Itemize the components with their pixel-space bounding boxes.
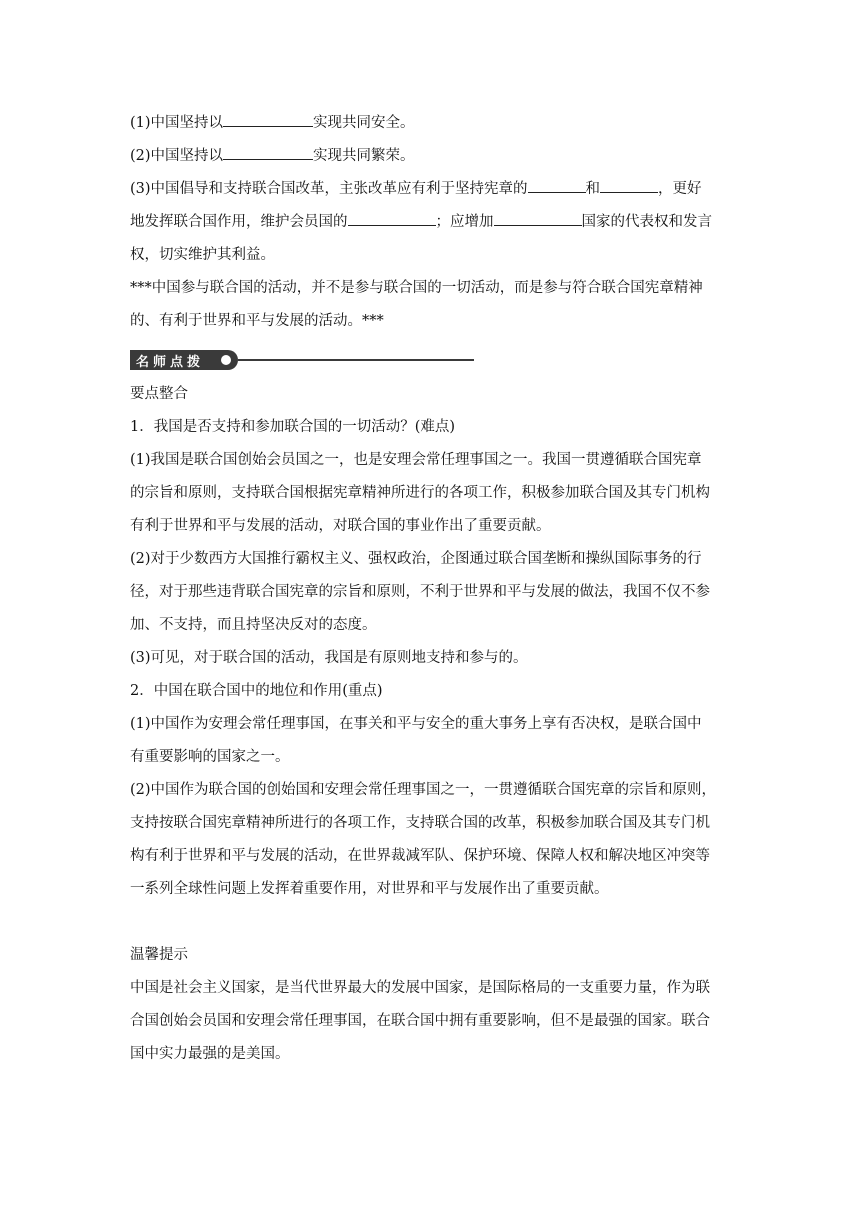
answer-blank bbox=[600, 176, 658, 193]
fill-item-3-text: 国家的代表权和发言 bbox=[581, 214, 712, 230]
badge-label-box bbox=[130, 350, 238, 370]
point-line: 构有利于世界和平与发展的活动，在世界裁减军队、保护环境、保障人权和解决地区冲突等 bbox=[130, 848, 710, 864]
point-line: 支持按联合国宪章精神所进行的各项工作，支持联合国的改革，积极参加联合国及其专门机 bbox=[130, 815, 710, 831]
point-line: 径，对于那些违背联合国宪章的宗旨和原则，不利于世界和平与发展的做法，我国不仅不参 bbox=[130, 584, 710, 600]
tip-line: 合国创始会员国和安理会常任理事国，在联合国中拥有重要影响，但不是最强的国家。联合 bbox=[130, 1013, 710, 1029]
point-line: 一系列全球性问题上发挥着重要作用，对世界和平与发展作出了重要贡献。 bbox=[130, 881, 609, 897]
point-line: (2)对于少数西方大国推行霸权主义、强权政治，企图通过联合国垄断和操纵国际事务的行 bbox=[130, 551, 702, 567]
section-badge bbox=[130, 344, 730, 374]
answer-blank bbox=[494, 209, 582, 226]
fill-item-3-line-3: 权，切实维护其利益。 bbox=[130, 247, 275, 263]
point-line: (1)中国作为安理会常任理事国，在事关和平与安全的重大事务上享有否决权，是联合国中 bbox=[130, 716, 702, 732]
fill-item-3-line-1 bbox=[130, 173, 730, 206]
point-line: (3)可见，对于联合国的活动，我国是有原则地支持和参与的。 bbox=[130, 650, 528, 666]
note-line: 的、有利于世界和平与发展的活动。*** bbox=[130, 313, 384, 329]
fill-item-2-suffix: 实现共同繁荣。 bbox=[313, 148, 415, 164]
fill-item-3-text: (3)中国倡导和支持联合国改革，主张改革应有利于坚持宪章的 bbox=[130, 181, 528, 197]
point-line: 加、不支持，而且持坚决反对的态度。 bbox=[130, 617, 377, 633]
fill-item-3-text: ，更好 bbox=[658, 181, 702, 197]
spacer bbox=[130, 906, 730, 939]
answer-blank bbox=[348, 209, 436, 226]
fill-item-3-text: 地发挥联合国作用，维护会员国的 bbox=[130, 214, 348, 230]
tip-line: 中国是社会主义国家，是当代世界最大的发展中国家，是国际格局的一支重要力量，作为联 bbox=[130, 980, 710, 996]
point-line: 有重要影响的国家之一。 bbox=[130, 749, 290, 765]
fill-item-1-prefix: (1)中国坚持以 bbox=[130, 115, 224, 131]
fill-item-2 bbox=[130, 140, 730, 173]
section-title: 要点整合 bbox=[130, 386, 188, 402]
bullet-dot-icon bbox=[221, 355, 231, 365]
point-line: (2)中国作为联合国的创始国和安理会常任理事国之一，一贯遵循联合国宪章的宗旨和原则， bbox=[130, 782, 717, 798]
tip-line: 国中实力最强的是美国。 bbox=[130, 1046, 290, 1062]
fill-item-3-text: ；应增加 bbox=[435, 214, 494, 230]
fill-item-1 bbox=[130, 107, 730, 140]
fill-item-3-line-2 bbox=[130, 206, 730, 239]
answer-blank bbox=[528, 176, 586, 193]
answer-blank bbox=[223, 143, 313, 160]
point-line: 1．我国是否支持和参加联合国的一切活动？(难点) bbox=[130, 419, 456, 435]
fill-item-3-text: 和 bbox=[585, 181, 601, 197]
document-page bbox=[130, 107, 730, 1071]
point-line: 的宗旨和原则，支持联合国根据宪章精神所进行的各项工作，积极参加联合国及其专门机构 bbox=[130, 485, 710, 501]
badge-label: 名师点拨 bbox=[136, 354, 205, 370]
tip-title: 温馨提示 bbox=[130, 947, 188, 963]
fill-item-1-suffix: 实现共同安全。 bbox=[313, 115, 415, 131]
point-line: 有利于世界和平与发展的活动，对联合国的事业作出了重要贡献。 bbox=[130, 518, 551, 534]
point-line: (1)我国是联合国创始会员国之一，也是安理会常任理事国之一。我国一贯遵循联合国宪章 bbox=[130, 452, 702, 468]
divider bbox=[238, 359, 474, 361]
point-line: 2．中国在联合国中的地位和作用(重点) bbox=[130, 683, 383, 699]
note-line: ***中国参与联合国的活动，并不是参与联合国的一切活动，而是参与符合联合国宪章精神 bbox=[130, 280, 703, 296]
answer-blank bbox=[223, 110, 313, 127]
fill-item-2-prefix: (2)中国坚持以 bbox=[130, 148, 224, 164]
